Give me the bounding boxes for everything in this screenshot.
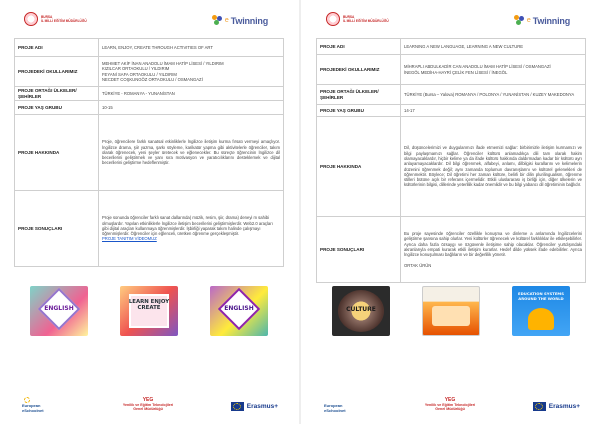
logo-text: BURSA İL MİLLİ EĞİTİM MÜDÜRLÜĞÜ bbox=[41, 15, 87, 23]
row-value: LEARNING A NEW LANGUAGE, LEARNING A NEW CULTURE bbox=[401, 39, 586, 55]
etwinning-logo: e Twinning bbox=[514, 15, 570, 26]
project-info-table bbox=[316, 38, 586, 283]
row-key: PROJE SONUÇLARI bbox=[317, 217, 401, 283]
eu-flag-icon bbox=[533, 402, 546, 411]
table-row bbox=[317, 217, 586, 283]
english-book-art-image bbox=[30, 286, 88, 336]
table-row bbox=[15, 101, 284, 115]
ministry-seal-icon bbox=[24, 12, 38, 26]
project-video-link[interactable]: PROJE TANITIM VİDEOMUZ bbox=[102, 236, 157, 242]
eu-flag-icon bbox=[231, 402, 244, 411]
page-footer bbox=[14, 396, 284, 416]
yeg-logo bbox=[420, 397, 480, 411]
row-key: PROJE YAŞ GRUBU bbox=[15, 101, 99, 115]
table-row bbox=[317, 85, 586, 105]
european-schoolnet-logo: European eSchoolnet bbox=[324, 403, 346, 413]
row-value: TÜRKİYE (Bursa – Yalova) ROMANYA / POLONYA / YUNANİSTAN / KUZEY MAKEDONYA bbox=[401, 85, 586, 105]
row-key: PROJE YAŞ GRUBU bbox=[317, 105, 401, 117]
erasmus-label: Erasmus+ bbox=[548, 403, 580, 410]
table-row bbox=[317, 55, 586, 85]
row-value: 10-15 bbox=[99, 101, 284, 115]
bursa-meb-logo bbox=[24, 12, 87, 26]
row-value: Dil, düşüncelerimizi ve duygularımızı ifade etmemizi sağlar: birbirimizle iletişim kurmamızı ve bilgi paylaşmamızı sağlar. Öğrenciler kültürü anlamadıkça dili tam olarak hakim olamayacaklardır, hiçbir kelime ya da ifade kültürü hakkında daldırmadan kadar bir kültürü ayrı anlayamayacaklardır. Dil bilgi öğrenmek, alfabeyi, anlamı, dilbilgisi kurallarını ve kelimelerin düzenini öğrenmek değil; aynı zamanda toplumun davranışlarını ve kültürel gelenekleri de öğrenmektir. Böylece; Dil öğretimi her zaman kültüre, belirli bir dilin plurilingualism, öğrenme stilleri bütüne açık bir referans içermelidir. Etkili uluslararası iş birliği için, diğer ülkelerin ve kültürlerinin bilgisi, dillerinde yeterlilik kadar önemlidir ve bu bilgi yabancı dil öğretiminin bağlıdır. bbox=[401, 117, 586, 217]
image-label: ENGLISH bbox=[44, 305, 74, 312]
image-label: EDUCATION SYSTEMS AROUND THE WORLD bbox=[518, 291, 564, 301]
yeg-text: Yenilik ve Eğitim Teknolojileri Genel Müdürlüğü bbox=[424, 403, 476, 412]
row-value: Proje, öğrencilere farklı sanatsal etkinliklerle İngilizce iletişim kurma fırsatı vermeyi amaçlıyor. İngilizce drama, şiir yazma, şarkı söyleme, karikatür yapma gibi aktivitelerle öğrenciler, takım olarak öğrenecek, yeni şeyler üretecek ve eğlenecekler. Bu süreçte öğrencinin İngilizce dil becerilerini geliştirmek ve yanı sıra motivasyon ve yaratıcılıklarını desteklemek ve dijital becerilerini geliştirme hedeflenmiştir. bbox=[99, 115, 284, 191]
project-images bbox=[14, 286, 284, 342]
bursa-meb-logo bbox=[326, 12, 389, 26]
erasmus-logo bbox=[231, 402, 278, 411]
page-header bbox=[14, 12, 284, 32]
row-key: PROJE HAKKINDA bbox=[15, 115, 99, 191]
row-value: LEARN, ENJOY, CREATE THROUGH ACTIVITIES OF ART bbox=[99, 39, 284, 57]
row-key: PROJEDEKİ OKULLARIMIZ bbox=[317, 55, 401, 85]
joint-product-label: ORTAK ÜRÜN bbox=[404, 262, 432, 268]
erasmus-logo bbox=[533, 402, 580, 411]
row-key: PROJE ORTAĞI ÜLKELER/ŞEHİRLER bbox=[15, 87, 99, 101]
image-label: CULTURE bbox=[346, 306, 376, 313]
table-row bbox=[15, 115, 284, 191]
row-key: PROJE ADI bbox=[15, 39, 99, 57]
learn-enjoy-create-image bbox=[120, 286, 178, 336]
row-value: Bu proje sayesinde öğrenciler özellikle konuşma ve dinleme a anlamında İngilizcelerini geliştirme şansına sahip olurlar. Yeni kültürler öğrenecek ve kültürel farklılıklar ile etkileşebilirler. Ayrıca daha fazla özsaygı ve özgüvenle iletişime sahip olacaklar. Öğrenciler yurtdışındaki akranlarıyla empati kurarak etkili iletişim kurarlar. Hedef dilde yüksek ifade edebilirler. Ayrıca İngilizce konuşulması bağlıların ve bir değerlilik yönetir. bbox=[404, 230, 582, 258]
table-row bbox=[15, 191, 284, 267]
row-value: MEHMET AKİF İNAN ANADOLU İMAM HATİP LİSESİ / YILDIRIM KIZILCAR ORTAOKULU / YILDIRIM FEYANİ SAFA ORTAOKULU / YILDIRIM NECDET COŞKUNGÖZ ORTAOKULU / OSMANGAZİ bbox=[99, 57, 284, 87]
row-key: PROJE SONUÇLARI bbox=[15, 191, 99, 267]
project-info-table bbox=[14, 38, 284, 267]
row-key: PROJE HAKKINDA bbox=[317, 117, 401, 217]
row-key: PROJEDEKİ OKULLARIMIZ bbox=[15, 57, 99, 87]
row-value: MİHRAPLI ABDULKADİR CAN ANADOLU İMAM HATİP LİSESİ / OSMANGAZİ İNEGÖL MEDİHA-HAYRİ ÇELİK FEN LİSESİ / İNEGÖL bbox=[401, 55, 586, 85]
culture-collage-image bbox=[332, 286, 390, 336]
yeg-mark: YEG bbox=[142, 397, 154, 403]
left-project-page bbox=[0, 0, 298, 424]
etwinning-icon bbox=[212, 15, 223, 26]
etwinning-icon bbox=[514, 15, 525, 26]
etwinning-label: Twinning bbox=[230, 15, 268, 26]
row-key: PROJE ORTAĞI ÜLKELER/ŞEHİRLER bbox=[317, 85, 401, 105]
etwinning-logo: e Twinning bbox=[212, 15, 268, 26]
row-key: PROJE ADI bbox=[317, 39, 401, 55]
image-label: ENGLISH bbox=[224, 305, 254, 312]
table-row bbox=[15, 39, 284, 57]
table-row bbox=[317, 105, 586, 117]
education-systems-image bbox=[512, 286, 570, 336]
table-row bbox=[317, 117, 586, 217]
erasmus-label: Erasmus+ bbox=[246, 403, 278, 410]
etwinning-label: Twinning bbox=[532, 15, 570, 26]
row-value: TÜRKİYE - ROMANYA - YUNANİSTAN bbox=[99, 87, 284, 101]
row-value: 14-17 bbox=[401, 105, 586, 117]
table-row bbox=[15, 87, 284, 101]
yeg-logo bbox=[118, 397, 178, 411]
ministry-seal-icon bbox=[326, 12, 340, 26]
page-header bbox=[316, 12, 586, 32]
table-row bbox=[15, 57, 284, 87]
row-value: Proje sonunda öğrenciler farklı sanat dallarında( müzik, resim, şiir, drama) deneyi m sahibi olmuşlardır. Yapılan etkinliklerle İngilizce iletişim becerilerini geliştirmişlerdir. Web2.0 araçları gibi dijital araçları kullanmaya öğrenmişlerdir. İşbirliği yaparak takım halinde çalışmayı öğrenmişlerdir. Öğrenciler için eğlenceli, üretken öğrenme gerçekleşmiştir. bbox=[102, 215, 273, 237]
book-cover-image bbox=[422, 286, 480, 336]
page-footer bbox=[316, 396, 586, 416]
project-images bbox=[316, 286, 586, 342]
english-book-art-image bbox=[210, 286, 268, 336]
european-schoolnet-logo: European eSchoolnet bbox=[22, 403, 44, 413]
right-project-page bbox=[302, 0, 600, 424]
yeg-text: Yenilik ve Eğitim Teknolojileri Genel Müdürlüğü bbox=[122, 403, 174, 412]
table-row bbox=[317, 39, 586, 55]
yeg-mark: YEG bbox=[444, 397, 456, 403]
image-label: LEARN ENJOY CREATE bbox=[128, 299, 170, 311]
page-divider bbox=[299, 0, 301, 424]
logo-text: BURSA İL MİLLİ EĞİTİM MÜDÜRLÜĞÜ bbox=[343, 15, 389, 23]
